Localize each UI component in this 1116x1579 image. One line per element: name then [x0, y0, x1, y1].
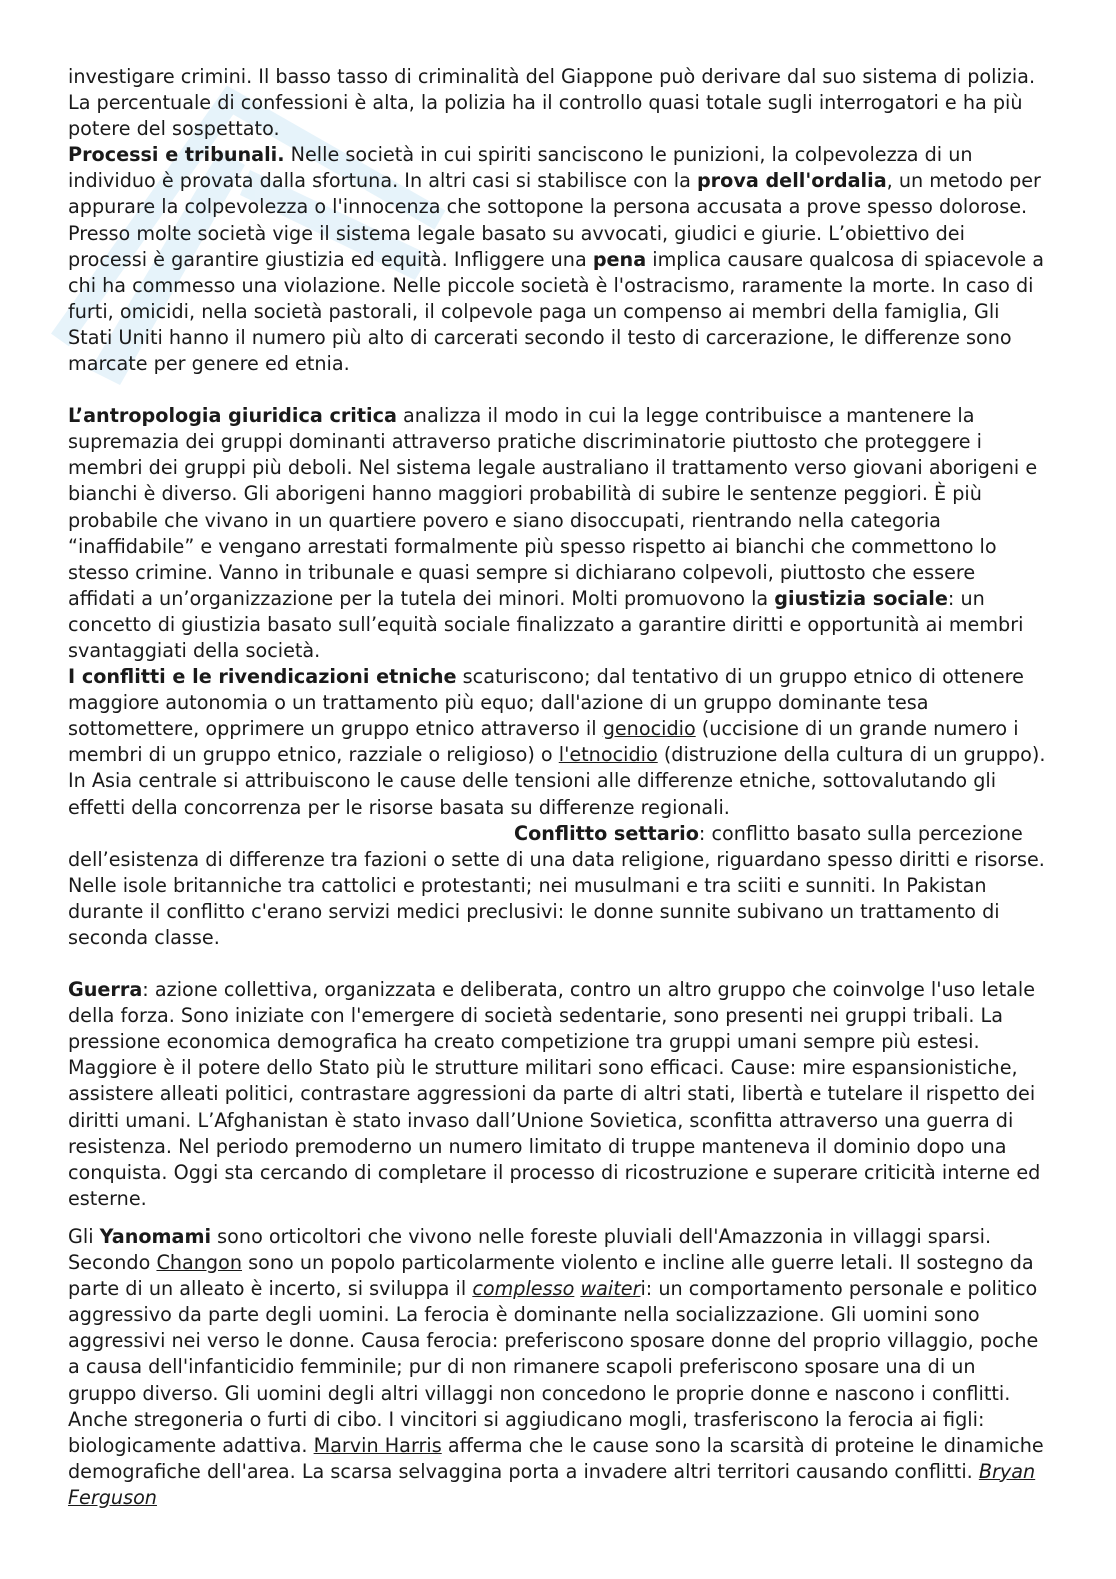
heading-guerra: Guerra [68, 978, 143, 1002]
term-yanomami: Yanomami [99, 1224, 212, 1248]
heading-conflitti: I conflitti e le rivendicazioni etniche [68, 665, 457, 689]
term-waiter: waiter [580, 1277, 641, 1301]
term-ordalia: prova dell'ordalia [696, 169, 887, 193]
paragraph-antropologia: L’antropologia giuridica critica analizza il modo in cui la legge contribuisce a mantenere la supremazia dei gruppi dominanti attraverso pratiche discriminatorie piuttosto che proteggere i membri dei gruppi più deboli. Nel sistema legale australiano il trattamento verso giovani aborigeni e bianchi è diverso. Gli aborigeni hanno maggiori probabilità di subire le sentenze peggiori. È più probabile che vivano in un quartiere povero e siano disoccupati, rientrando nella categoria “inaffidabile” e vengano arrestati formalmente più spesso rispetto ai bianchi che commettono lo stesso crimine. Vanno in tribunale e quasi sempre si dichiarano colpevoli, piuttosto che essere affidati a un’organizzazione per la tutela dei minori. Molti promuovono la giustizia sociale: un concetto di giustizia basato sull’equità sociale finalizzato a garantire diritti e opportunità ai membri svantaggiati della società. [68, 404, 1038, 662]
heading-antropologia: L’antropologia giuridica critica [68, 404, 397, 428]
term-etnocidio: l'etnocidio [558, 743, 658, 767]
paragraph-processi: Processi e tribunali. Nelle società in cui spiriti sanciscono le punizioni, la colpevolezza di un individuo è provata dalla sfortuna. In altri casi si stabilisce con la prova dell'ordalia, un metodo per appurare la colpevolezza o l'innocenza che sottopone la persona accusata a prove spesso dolorose. Presso molte società vige il sistema legale basato su avvocati, giudici e giurie. L’obiettivo dei processi è garantire giustizia ed equità. Infliggere una pena implica causare qualcosa di spiacevole a chi ha commesso una violazione. Nelle piccole società è l'ostracismo, raramente la morte. In caso di furti, omicidi, nella società pastorali, il colpevole paga un compenso ai membri della famiglia, Gli Stati Uniti hanno il numero più alto di carcerati secondo il testo di carcerazione, le differenze sono marcate per genere ed etnia. [68, 143, 1045, 376]
name-bryan-ferguson: Bryan Ferguson [68, 1459, 1036, 1509]
term-genocidio: genocidio [602, 717, 696, 741]
paragraph-conflitti: I conflitti e le rivendicazioni etniche scaturiscono; dal tentativo di un gruppo etnico di ottenere maggiore autonomia o un trattamento più equo; dall'azione di un gruppo dominante tesa sottomettere, opprimere un gruppo etnico attraverso il genocidio (uccisione di un grande numero i membri di un gruppo etnico, razziale o religioso) o l'etnocidio (distruzione della cultura di un gruppo). In Asia centrale si attribuiscono le cause delle tensioni alle differenze etniche, sottovalutando gli effetti della concorrenza per le risorse basata su differenze regionali.Conflitto settario: conflitto basato sulla percezione dell’esistenza di differenze tra fazioni o sette di una data religione, riguardano spesso diritti e risorse. Nelle isole britanniche tra cattolici e protestanti; nei musulmani e tra sciiti e sunniti. In Pakistan durante il conflitto c'erano servizi medici preclusivi: le donne sunnite subivano un trattamento di seconda classe. [68, 665, 1046, 949]
paragraph-yanomami: Gli Yanomami sono orticoltori che vivono nelle foreste pluviali dell'Amazzonia in villaggi sparsi. Secondo Changon sono un popolo particolarmente violento e incline alle guerre letali. Il sostegno da parte di un alleato è incerto, si sviluppa il complesso waiteri: un comportamento personale e politico aggressivo da parte degli uomini. La ferocia è dominante nella socializzazione. Gli uomini sono aggressivi nei verso le donne. Causa ferocia: preferiscono sposare donne del proprio villaggio, poche a causa dell'infanticidio femminile; pur di non rimanere scapoli preferiscono sposare una di un gruppo diverso. Gli uomini degli altri villaggi non concedono le proprie donne e nascono i conflitti. Anche stregoneria o furti di cibo. I vincitori si aggiudicano mogli, trasferiscono la ferocia ai figli: biologicamente adattiva. Marvin Harris afferma che le cause sono la scarsità di proteine le dinamiche demografiche dell'area. La scarsa selvaggina porta a invadere altri territori causando conflitti. Bryan Ferguson [68, 1224, 1044, 1509]
paragraph-guerra: Guerra: azione collettiva, organizzata e deliberata, contro un altro gruppo che coinvolge l'uso letale della forza. Sono iniziate con l'emergere di società sedentarie, sono presenti nei gruppi tribali. La pressione economica demografica ha creato competizione tra gruppi umani sempre più estesi. Maggiore è il potere dello Stato più le strutture militari sono efficaci. Cause: mire espansionistiche, assistere alleati politici, contrastare aggressioni da parte di altri stati, libertà e tutelare il rispetto dei diritti umani. L’Afghanistan è stato invaso dall’Unione Sovietica, sconfitta attraverso una guerra di resistenza. Nel periodo premoderno un numero limitato di truppe manteneva il dominio dopo una conquista. Oggi sta cercando di completare il processo di ricostruzione e superare criticità interne ed esterne. [68, 978, 1041, 1210]
document-page [68, 64, 1048, 1511]
paragraph-polizia: investigare crimini. Il basso tasso di criminalità del Giappone può derivare dal suo sistema di polizia. La percentuale di confessioni è alta, la polizia ha il controllo quasi totale sugli interrogatori e ha più potere del sospettato. [68, 65, 1036, 141]
heading-conflitto-settario: Conflitto settario [514, 821, 699, 845]
term-pena: pena [592, 247, 647, 271]
term-complesso: complesso [472, 1277, 575, 1301]
heading-processi: Processi e tribunali. [68, 143, 285, 167]
name-changon: Changon [156, 1251, 243, 1275]
name-marvin-harris: Marvin Harris [313, 1433, 442, 1457]
term-giustizia-sociale: giustizia sociale [774, 586, 948, 610]
